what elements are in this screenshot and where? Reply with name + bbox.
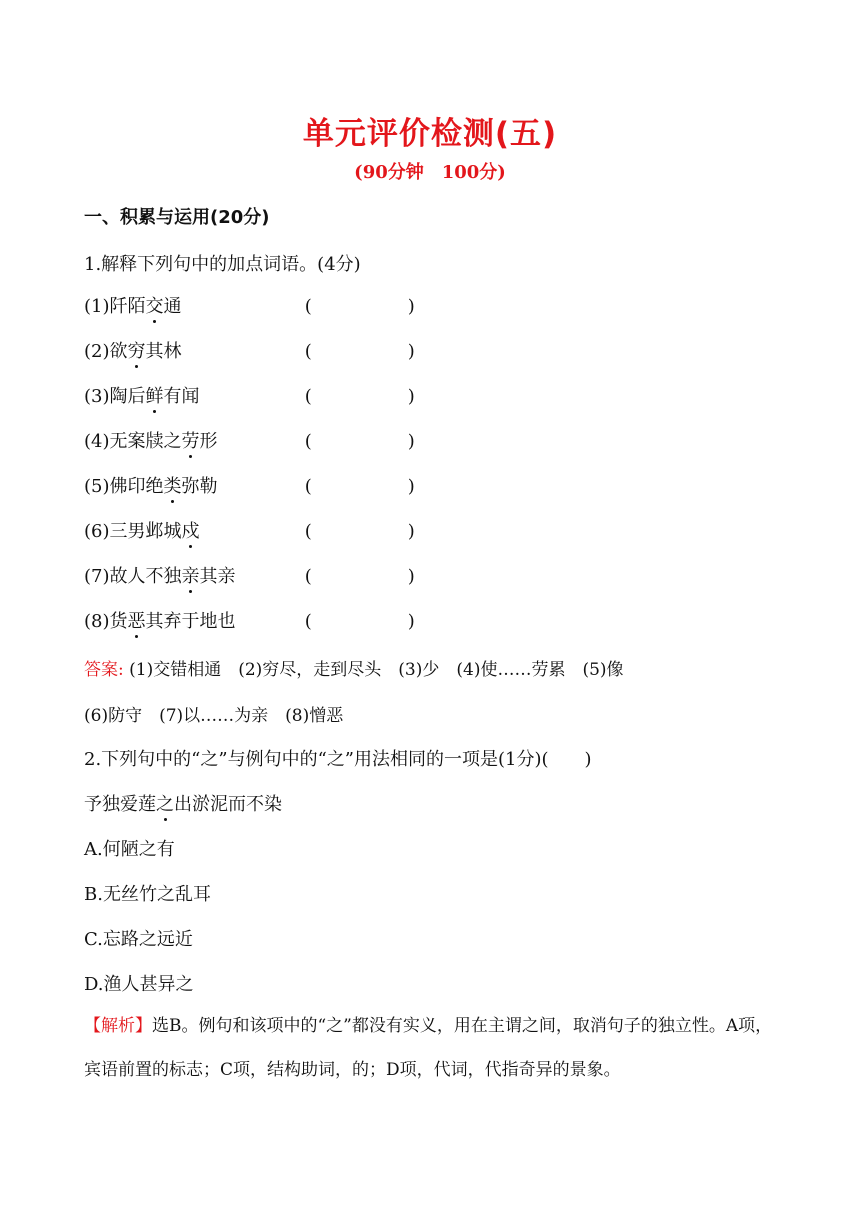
option-b: B.无丝竹之乱耳 [84,884,211,905]
answer-label: 答案: [84,660,124,680]
option-a: A.何陋之有 [84,839,175,860]
analysis-paragraph [84,1004,780,1092]
analysis-text: 选B。例句和该项中的“之”都没有实义，用在主谓之间，取消句子的独立性。A项，宾语前置的标志；C项，结构助词，的；D项，代词，代指奇异的景象。 [84,1016,773,1080]
option-c: C.忘路之远近 [84,929,193,950]
question-1-item: (2)欲穷其林 ( ) [84,337,415,363]
answer-blank: ( ) [304,611,415,632]
answer-line-2: (6)防守 (7)以……为亲 (8)憎恶 [84,706,344,726]
answer-blank: ( ) [304,521,415,542]
question-1-item: (6)三男邺城戍 ( ) [84,517,415,543]
question-1-item: (3)陶后鲜有闻 ( ) [84,382,415,408]
question-1-item: (1)阡陌交通 ( ) [84,292,415,318]
answer-text: (1)交错相通 (2)穷尽，走到尽头 (3)少 (4)使……劳累 (5)像 [123,660,624,680]
question-1-item: (8)货恶其弃于地也 ( ) [84,607,415,633]
answer-blank: ( ) [304,386,415,407]
answer-blank: ( ) [304,476,415,497]
answer-blank: ( ) [304,566,415,587]
question-1-item: (7)故人不独亲其亲 ( ) [84,562,415,588]
section-heading: 一、积累与运用(20分) [84,207,270,228]
question-1-item: (5)佛印绝类弥勒 ( ) [84,472,415,498]
page-title: 单元评价检测(五) [302,116,558,152]
answer-blank: ( ) [304,341,415,362]
answer-blank: ( ) [304,431,415,452]
answer-blank: ( ) [304,296,415,317]
page-subtitle: (90分钟 100分) [354,162,506,183]
question-2-example: 予独爱莲之出淤泥而不染 [84,790,282,816]
analysis-label: 【解析】 [84,1016,152,1036]
answer-line [84,655,624,680]
question-1-stem: 1.解释下列句中的加点词语。(4分) [84,254,361,275]
question-2-stem: 2.下列句中的“之”与例句中的“之”用法相同的一项是(1分)( ) [84,749,592,770]
question-1-item: (4)无案牍之劳形 ( ) [84,427,415,453]
option-d: D.渔人甚异之 [84,974,194,995]
